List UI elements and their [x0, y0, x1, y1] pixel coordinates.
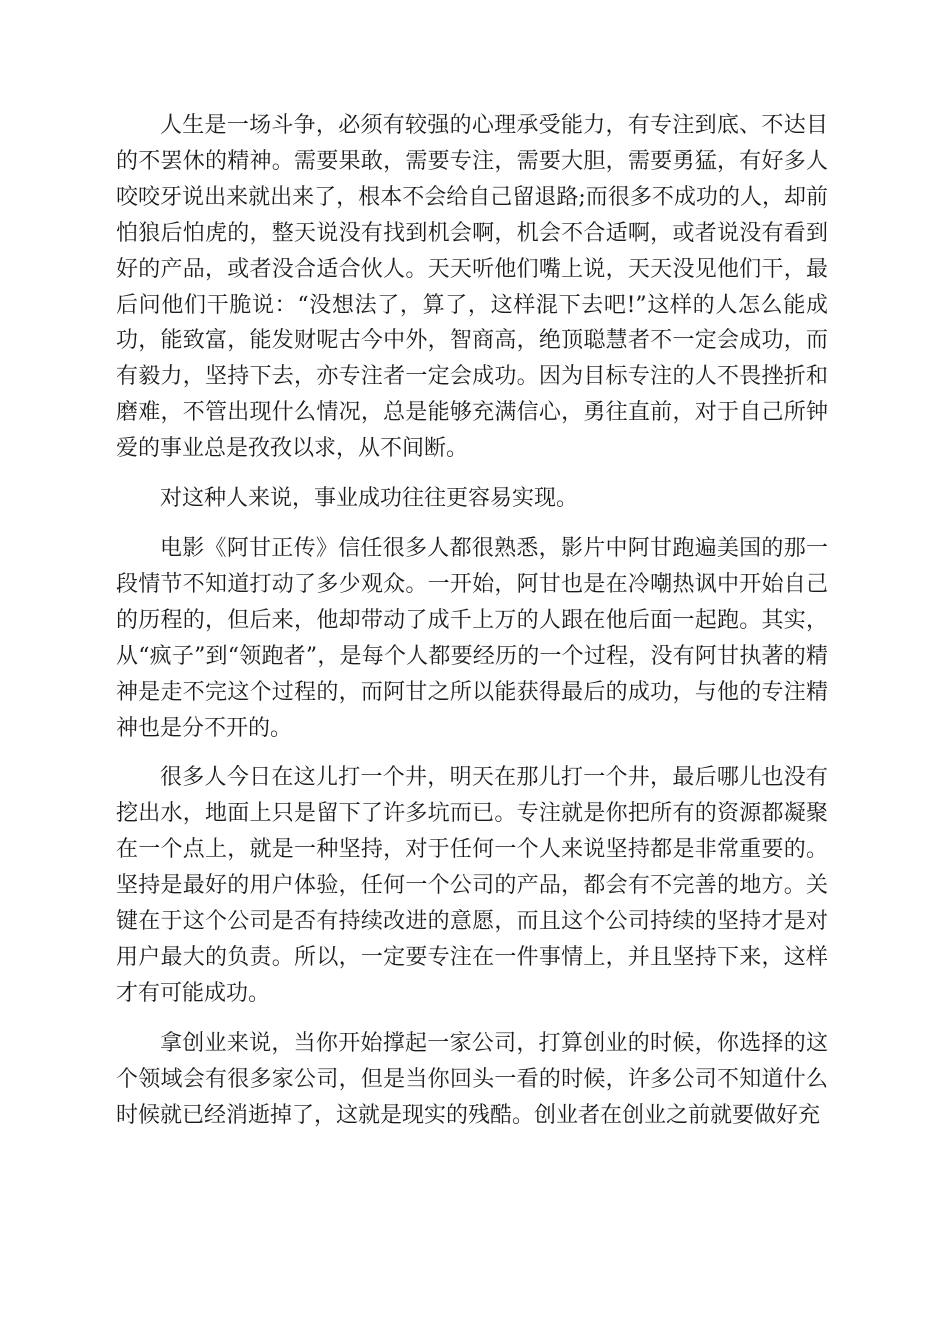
paragraph-success-easier: 对这种人来说，事业成功往往更容易实现。 — [160, 486, 579, 512]
paragraph-struggle: 人生是一场斗争，必须有较强的心理承受能力，有专注到底、不达目的不罢休的精神。需要果敢，需要专注，需要大胆，需要勇猛，有好多人咬咬牙说出来就出来了，根本不会给自己留退路;而很多不成功的人，却前怕狼后怕虎的，整天说没有找到机会啊，机会不合适啊，或者说没有看到好的产品，或者没合适合伙人。天天听他们嘴上说，天天没见他们干，最后问他们干脆说：“没想法了，算了，这样混下去吧!”这样的人怎么能成功，能致富，能发财呢古今中外，智商高，绝顶聪慧者不一定会成功，而有毅力，坚持下去，亦专注者一定会成功。因为目标专注的人不畏挫折和磨难，不管出现什么情况，总是能够充满信心，勇往直前，对于自己所钟爱的事业总是孜孜以求，从不间断。 — [116, 113, 828, 462]
document-body — [116, 108, 828, 1133]
paragraph-startup: 拿创业来说，当你开始撑起一家公司，打算创业的时候，你选择的这个领域会有很多家公司，但是当你回头一看的时候，许多公司不知道什么时候就已经消逝掉了，这就是现实的残酷。创业者在创业之前就要做好充 — [116, 1030, 828, 1128]
paragraph-digging-wells: 很多人今日在这儿打一个井，明天在那儿打一个井，最后哪儿也没有挖出水，地面上只是留下了许多坑而已。专注就是你把所有的资源都凝聚在一个点上，就是一种坚持，对于任何一个人来说坚持都是非常重要的。坚持是最好的用户体验，任何一个公司的产品，都会有不完善的地方。关键在于这个公司是否有持续改进的意愿，而且这个公司持续的坚持才是对用户最大的负责。所以，一定要专注在一件事情上，并且坚持下来，这样才有可能成功。 — [116, 765, 828, 1006]
paragraph-forrest-gump: 电影《阿甘正传》信任很多人都很熟悉，影片中阿甘跑遍美国的那一段情节不知道打动了多少观众。一开始，阿甘也是在冷嘲热讽中开始自己的历程的，但后来，他却带动了成千上万的人跟在他后面一起跑。其实，从“疯子”到“领跑者”，是每个人都要经历的一个过程，没有阿甘执著的精神是走不完这个过程的，而阿甘之所以能获得最后的成功，与他的专注精神也是分不开的。 — [116, 535, 828, 741]
